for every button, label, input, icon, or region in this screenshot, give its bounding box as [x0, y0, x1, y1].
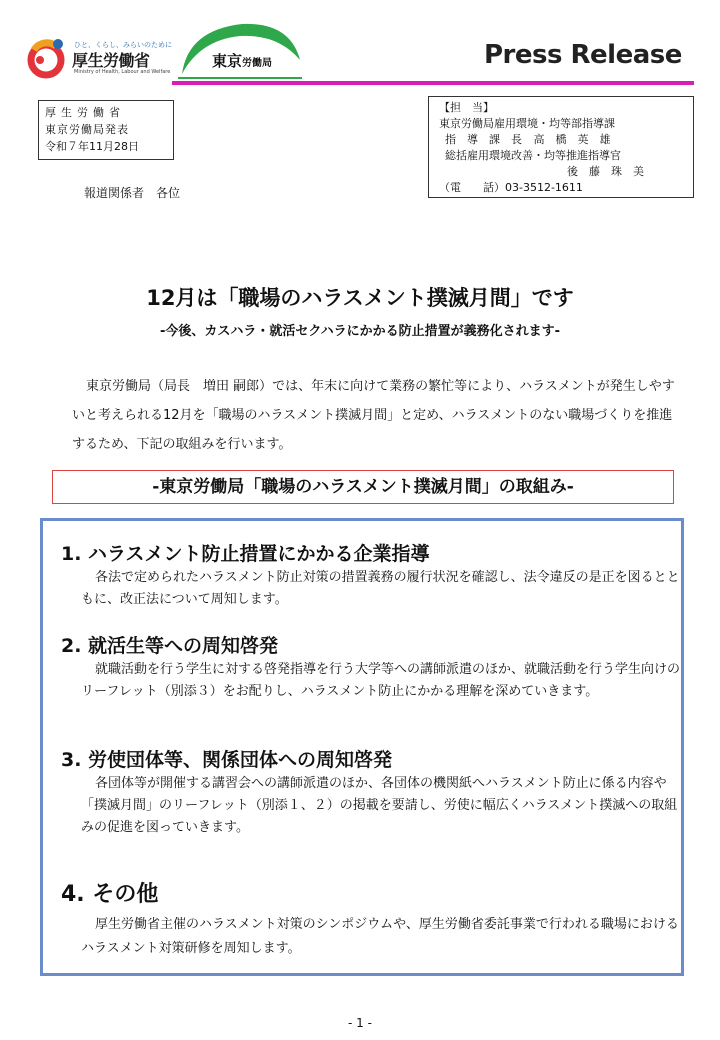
- item-4-body: 厚生労働省主催のハラスメント対策のシンポジウムや、厚生労働省委託事業で行われる職場におけるハラスメント対策研修を周知します。: [81, 917, 679, 956]
- item-1-heading: 1. ハラスメント防止措置にかかる企業指導: [61, 543, 430, 565]
- item-1-body: 各法で定められたハラスメント防止対策の措置義務の履行状況を確認し、法令違反の是正を図るとともに、改正法について周知します。: [81, 570, 680, 607]
- person-1-title: 指 導 課 長: [445, 133, 522, 146]
- contact-person-1: [439, 132, 683, 148]
- mhlw-tagline: ひと、くらし、みらいのために: [74, 41, 172, 49]
- item-4-heading: 4. その他: [61, 882, 159, 907]
- item-2-heading: 2. 就活生等への周知啓発: [61, 635, 279, 657]
- item-3-heading: 3. 労使団体等、関係団体への周知啓発: [61, 749, 393, 771]
- contact-phone: [439, 180, 683, 196]
- page-number: - 1 -: [348, 1016, 372, 1030]
- phone-label: （電 話）: [439, 181, 505, 194]
- contact-heading: 【担 当】: [439, 101, 494, 114]
- mhlw-emblem-icon: [26, 36, 70, 82]
- tokyo-labour-bureau-name: [212, 50, 272, 71]
- issuer-box: [38, 100, 174, 160]
- initiative-heading: -東京労働局「職場のハラスメント撲滅月間」の取組み-: [52, 470, 674, 504]
- issuer-line-1: 厚生労働省: [45, 106, 125, 119]
- tokyo-name-main: 東京: [212, 52, 243, 70]
- reporters-salutation: 報道関係者 各位: [84, 186, 181, 200]
- contact-person-2-name: 後 藤 珠 美: [567, 165, 644, 178]
- item-2-body: 就職活動を行う学生に対する啓発指導を行う大学等への講師派遣のほか、就職活動を行う学生向けのリーフレット（別添３）をお配りし、ハラスメント防止にかかる理解を深めていきます。: [81, 662, 681, 699]
- item-3-body: 各団体等が開催する講習会への講師派遣のほか、各団体の機関紙へハラスメント防止に係る内容や「撲滅月間」のリーフレット（別添１、２）の掲載を要請し、労使に幅広くハラスメント撲滅への取組みの促進を図っていきます。: [81, 776, 678, 835]
- mhlw-english-name: Ministry of Health, Labour and Welfare: [74, 69, 171, 75]
- press-release-label: Press Release: [484, 40, 682, 70]
- mhlw-name: 厚生労働省: [72, 51, 150, 70]
- tokyo-labour-bureau-logo: [178, 20, 302, 82]
- contact-person-2-title: 総括雇用環境改善・均等推進指導官: [445, 149, 621, 162]
- page-title: 12月は「職場のハラスメント撲滅月間」です: [146, 286, 574, 310]
- person-1-name: 高 橋 英 雄: [533, 133, 611, 146]
- header-divider: [172, 81, 694, 85]
- page-subtitle: -今後、カスハラ・就活セクハラにかかる防止措置が義務化されます-: [159, 324, 560, 339]
- issuer-line-2: 東京労働局発表: [45, 123, 129, 136]
- intro-paragraph: 東京労働局（局長 増田 嗣郎）では、年末に向けて業務の繁忙等により、ハラスメントが発生しやすいと考えられる12月を「職場のハラスメント撲滅月間」と定め、ハラスメントのない職場づくりを推進するため、下記の取組みを行います。: [72, 379, 675, 452]
- tokyo-name-suffix: 労働局: [242, 58, 273, 69]
- issuer-date: 令和７年11月28日: [45, 140, 139, 153]
- phone-number: 03-3512-1611: [505, 181, 583, 194]
- contact-box: [428, 96, 694, 198]
- mhlw-logo: [26, 36, 172, 84]
- measures-box: [40, 518, 684, 976]
- contact-department: 東京労働局雇用環境・均等部指導課: [439, 117, 615, 130]
